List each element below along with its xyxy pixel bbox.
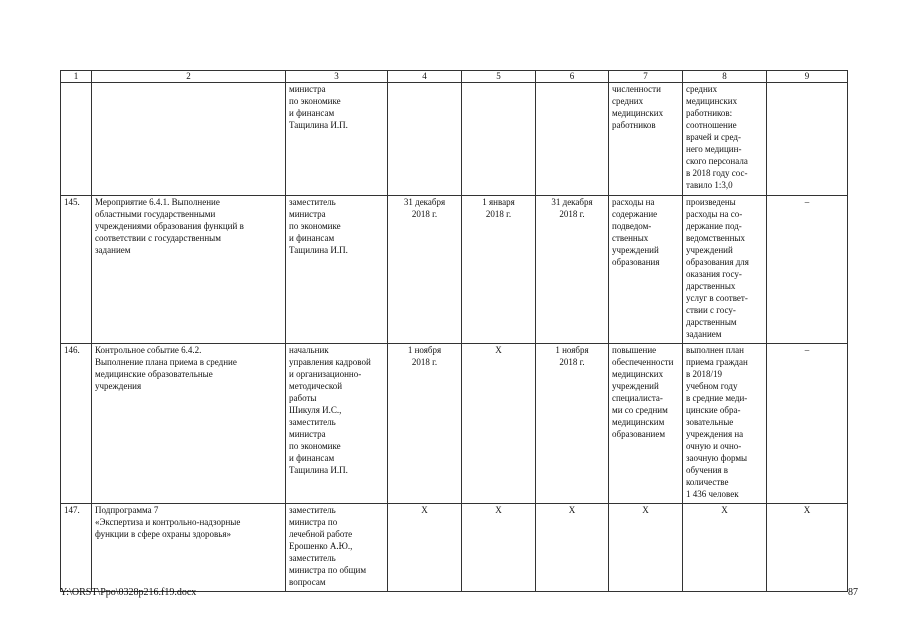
plan-table	[60, 70, 848, 592]
table-row	[61, 504, 848, 592]
row-number: 145.	[61, 196, 92, 344]
column-header: 8	[683, 71, 767, 83]
column-header: 5	[462, 71, 536, 83]
row-result: X	[609, 504, 683, 592]
column-header: 6	[536, 71, 609, 83]
row-start-date	[388, 83, 462, 196]
row-end-fact	[536, 83, 609, 196]
column-header: 9	[767, 71, 848, 83]
row-responsible: начальник управления кадровой и организационно- методической работы Шикуля И.С., заместитель министра по экономике и финансам Тащилина И.П.	[286, 344, 388, 504]
row-end-fact: 31 декабря 2018 г.	[536, 196, 609, 344]
row-note	[767, 83, 848, 196]
row-note: X	[767, 504, 848, 592]
row-number: 146.	[61, 344, 92, 504]
row-result: численности средних медицинских работников	[609, 83, 683, 196]
column-header: 2	[92, 71, 286, 83]
column-header: 7	[609, 71, 683, 83]
row-end-plan: X	[462, 504, 536, 592]
column-header: 1	[61, 71, 92, 83]
table-header-row	[61, 71, 848, 83]
row-name: Контрольное событие 6.4.2. Выполнение плана приема в средние медицинские образовательные учреждения	[92, 344, 286, 504]
row-indicator: X	[683, 504, 767, 592]
row-responsible: заместитель министра по лечебной работе Ерошенко А.Ю., заместитель министра по общим вопросам	[286, 504, 388, 592]
row-result: расходы на содержание подведом- ственных учреждений образования	[609, 196, 683, 344]
page-number: 87	[848, 587, 858, 598]
row-start-date: 1 ноября 2018 г.	[388, 344, 462, 504]
table-row	[61, 83, 848, 196]
footer-file-path: Y:\ORST\Ppo\0328p216.f19.docx	[60, 587, 197, 598]
row-end-fact: 1 ноября 2018 г.	[536, 344, 609, 504]
row-indicator: произведены расходы на со- держание под- ведомственных учреждений образования для оказания госу- дарственных услуг в соответ- ствии с госу- дарственным заданием	[683, 196, 767, 344]
row-end-plan: X	[462, 344, 536, 504]
table-row	[61, 344, 848, 504]
row-responsible: заместитель министра по экономике и финансам Тащилина И.П.	[286, 196, 388, 344]
row-name	[92, 83, 286, 196]
row-note: –	[767, 344, 848, 504]
column-header: 4	[388, 71, 462, 83]
row-responsible: министра по экономике и финансам Тащилина И.П.	[286, 83, 388, 196]
row-start-date: X	[388, 504, 462, 592]
column-header: 3	[286, 71, 388, 83]
row-note: –	[767, 196, 848, 344]
row-end-plan	[462, 83, 536, 196]
row-end-fact: X	[536, 504, 609, 592]
row-number	[61, 83, 92, 196]
row-name: Мероприятие 6.4.1. Выполнение областными государственными учреждениями образования функций в соответствии с государственным заданием	[92, 196, 286, 344]
row-end-plan: 1 января 2018 г.	[462, 196, 536, 344]
row-start-date: 31 декабря 2018 г.	[388, 196, 462, 344]
table-row	[61, 196, 848, 344]
row-number: 147.	[61, 504, 92, 592]
row-result: повышение обеспеченности медицинских учреждений специалиста- ми со средним медицинским образованием	[609, 344, 683, 504]
row-name: Подпрограмма 7 «Экспертиза и контрольно-надзорные функции в сфере охраны здоровья»	[92, 504, 286, 592]
row-indicator: выполнен план приема граждан в 2018/19 учебном году в средние меди- цинские обра- зовательные учреждения на очную и очно- заочную формы обучения в количестве 1 436 человек	[683, 344, 767, 504]
row-indicator: средних медицинских работников: соотношение врачей и сред- него медицин- ского персонала в 2018 году сос- тавило 1:3,0	[683, 83, 767, 196]
